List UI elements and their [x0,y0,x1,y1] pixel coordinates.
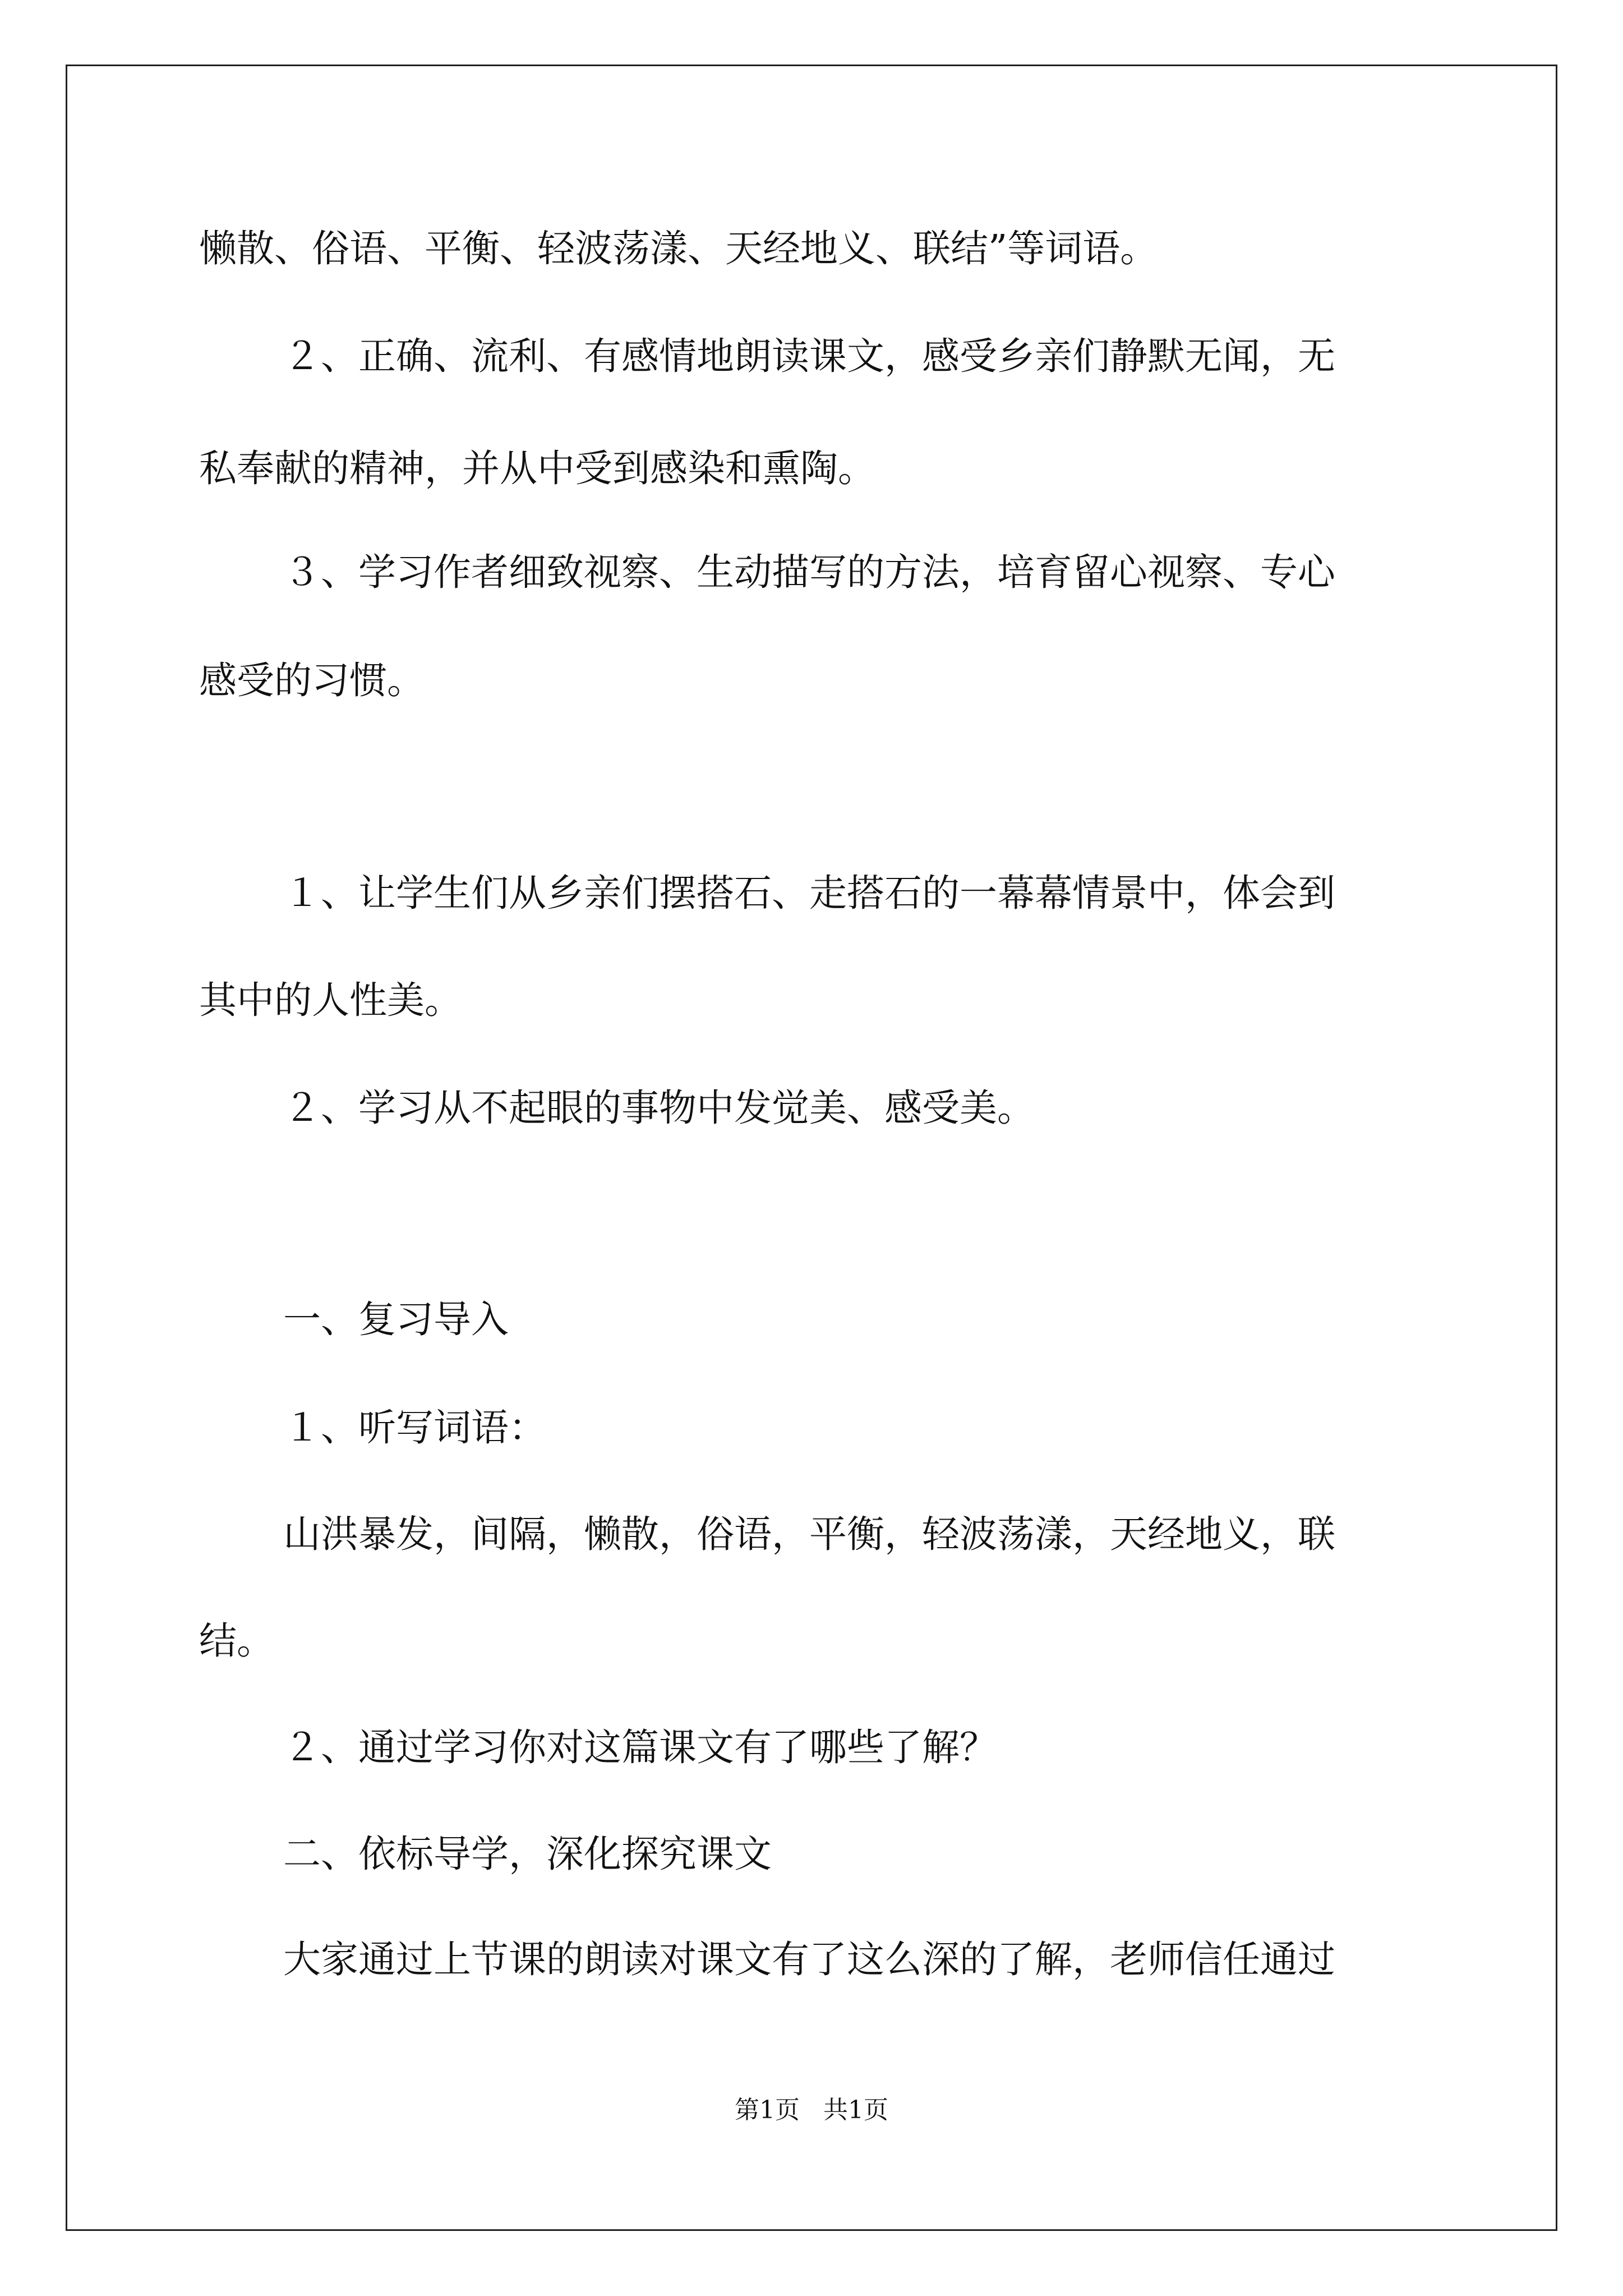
text-line: ２、正确、流利、有感情地朗读课文，感受乡亲们静默无闻，无 [283,334,1335,378]
text-line: ２、学习从不起眼的事物中发觉美、感受美。 [283,1086,1035,1130]
text-line: 懒散、俗语、平衡、轻波荡漾、天经地义、联结”等词语。 [199,227,1158,270]
page-number-footer: 第1页 共1页 [735,2096,888,2124]
text-line: ３、学习作者细致视察、生动描写的方法，培育留心视察、专心 [283,550,1335,594]
text-line: 私奉献的精神，并从中受到感染和熏陶。 [199,447,875,490]
text-line: 山洪暴发，间隔，懒散，俗语，平衡，轻波荡漾，天经地义，联 [283,1512,1335,1556]
text-line: ２、通过学习你对这篇课文有了哪些了解？ [283,1726,997,1769]
text-line: 感受的习惯。 [199,659,425,702]
text-line: 其中的人性美。 [199,978,462,1022]
text-line: １、让学生们从乡亲们摆搭石、走搭石的一幕幕情景中，体会到 [283,871,1335,915]
text-line: 大家通过上节课的朗读对课文有了这么深的了解，老师信任通过 [283,1938,1335,1981]
text-line: 结。 [199,1619,274,1663]
page-border [66,65,1557,2231]
section-heading: 一、复习导入 [283,1297,509,1341]
text-line: １、听写词语： [283,1406,546,1450]
section-heading: 二、依标导学，深化探究课文 [283,1832,772,1876]
